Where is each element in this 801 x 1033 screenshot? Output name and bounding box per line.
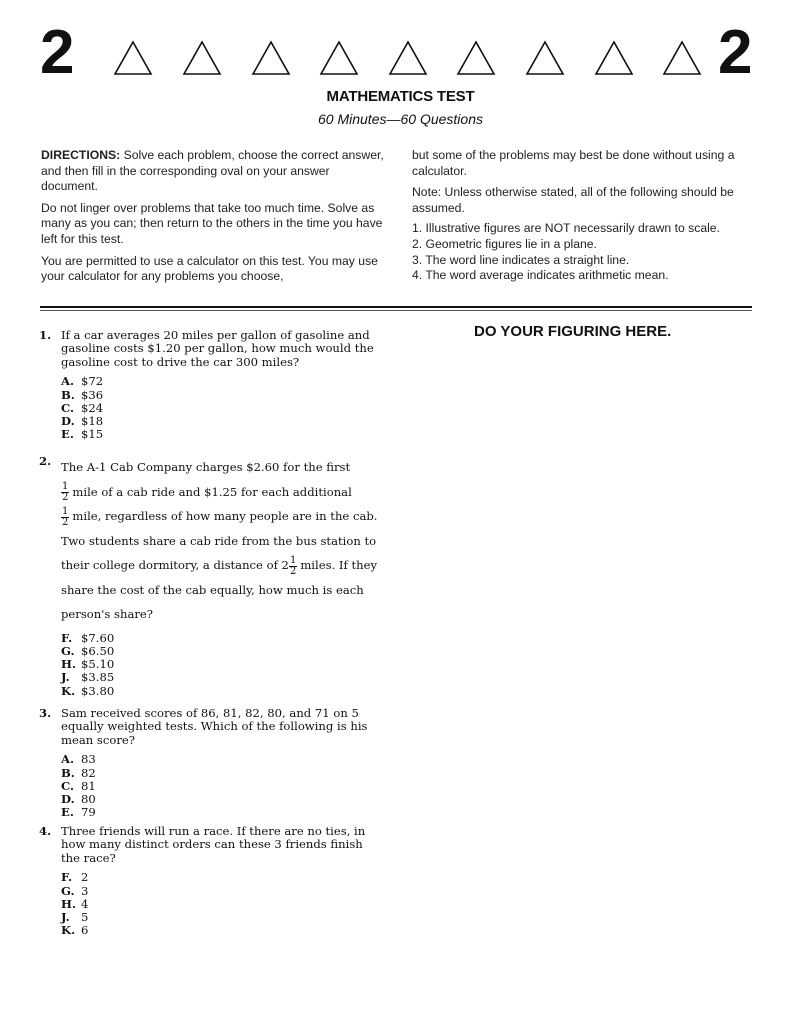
answer-option[interactable] <box>61 767 379 780</box>
option-letter: B. <box>61 387 75 402</box>
fraction-denominator: 2 <box>62 492 69 503</box>
answer-option[interactable] <box>61 402 379 415</box>
answer-option[interactable] <box>61 389 379 402</box>
option-text: $18 <box>81 414 104 429</box>
stem-text: mile, regardless of how many people are in the cab. <box>72 509 378 523</box>
triangle-icon <box>251 40 291 76</box>
directions-paragraph: You are permitted to use a calculator on this test. You may use your calculator for any problems you choose, <box>41 253 378 284</box>
answer-option[interactable] <box>61 924 379 937</box>
answer-options <box>61 375 379 441</box>
question-3 <box>39 707 379 820</box>
option-text: $72 <box>81 374 104 389</box>
answer-option[interactable] <box>61 780 379 793</box>
option-text: 81 <box>81 778 96 793</box>
answer-option[interactable] <box>61 375 379 388</box>
option-text: $3.85 <box>81 670 115 685</box>
option-letter: B. <box>61 765 75 780</box>
answer-option[interactable] <box>61 898 379 911</box>
fraction-denominator: 2 <box>62 516 69 528</box>
option-text: 5 <box>81 910 89 925</box>
option-text: 82 <box>81 765 96 780</box>
section-number-left: 2 <box>40 18 75 87</box>
triangle-icon <box>456 40 496 76</box>
triangle-icon <box>662 40 702 76</box>
option-letter: A. <box>61 752 75 767</box>
option-letter: E. <box>61 427 74 442</box>
fraction-denominator: 2 <box>289 565 297 577</box>
stem-text: mile of a cab ride and $1.25 for each additional <box>72 484 352 499</box>
option-letter: H. <box>61 657 76 672</box>
option-letter: E. <box>61 805 74 820</box>
option-letter: H. <box>61 896 76 911</box>
option-letter: A. <box>61 374 75 389</box>
option-text: 80 <box>81 792 96 807</box>
answer-options <box>61 632 379 698</box>
option-letter: J. <box>61 910 70 925</box>
directions-left-column <box>41 148 386 291</box>
directions-paragraph <box>41 148 386 195</box>
question-stem <box>61 455 379 627</box>
answer-option[interactable] <box>61 428 379 441</box>
option-text: 2 <box>81 870 89 885</box>
question-stem: Three friends will run a race. If there are no ties, in how many distinct orders can these 3 friends finish the race? <box>61 824 366 865</box>
answer-option[interactable] <box>61 632 379 645</box>
option-letter: F. <box>61 630 73 645</box>
answer-option[interactable] <box>61 753 379 766</box>
directions-right-column <box>412 148 757 284</box>
option-text: $6.50 <box>81 643 115 658</box>
option-text: 6 <box>81 923 89 938</box>
question-2 <box>39 455 379 698</box>
question-1 <box>39 329 379 442</box>
question-number: 1. <box>39 328 52 342</box>
answer-option[interactable] <box>61 885 379 898</box>
option-text: $3.80 <box>81 683 115 698</box>
directions-paragraph: Do not linger over problems that take too much time. Solve as many as you can; then return to the others in the time you have left for this test. <box>41 200 383 246</box>
triangle-icon <box>319 40 359 76</box>
option-letter: D. <box>61 414 75 429</box>
option-letter: C. <box>61 778 75 793</box>
stem-text: Two students share a cab ride from the bus station to their college dormitory, a distance of 2 <box>61 533 377 572</box>
answer-options <box>61 871 379 937</box>
question-stem: Sam received scores of 86, 81, 82, 80, and 71 on 5 equally weighted tests. Which of the following is his mean score? <box>61 706 368 747</box>
assumption-item: 3. The word line indicates a straight line. <box>412 252 630 267</box>
option-text: $7.60 <box>81 630 115 645</box>
directions-text: Solve each problem, choose the correct answer, and then fill in the corresponding oval on your answer document. <box>41 148 384 194</box>
triangle-icon <box>113 40 153 76</box>
option-text: $24 <box>81 400 104 415</box>
answer-option[interactable] <box>61 645 379 658</box>
directions-note: Note: Unless otherwise stated, all of the following should be assumed. <box>412 185 734 215</box>
option-text: 4 <box>81 896 89 911</box>
test-subtitle: 60 Minutes—60 Questions <box>318 111 483 127</box>
assumptions-list <box>412 221 757 283</box>
question-number: 3. <box>39 706 52 720</box>
figuring-area-label: DO YOUR FIGURING HERE. <box>474 323 672 340</box>
fraction-numerator: 1 <box>62 505 69 517</box>
option-text: 79 <box>81 805 96 820</box>
test-title: MATHEMATICS TEST <box>326 88 475 105</box>
answer-option[interactable] <box>61 911 379 924</box>
fraction <box>61 507 69 528</box>
option-letter: F. <box>61 870 73 885</box>
option-letter: D. <box>61 792 75 807</box>
section-number-right: 2 <box>718 18 753 87</box>
answer-options <box>61 753 379 819</box>
option-letter: C. <box>61 400 75 415</box>
assumption-item: 1. Illustrative figures are NOT necessarily drawn to scale. <box>412 221 720 236</box>
fraction <box>289 556 297 577</box>
question-number: 2. <box>39 454 52 468</box>
answer-option[interactable] <box>61 671 379 684</box>
question-number: 4. <box>39 824 52 838</box>
answer-option[interactable] <box>61 806 379 819</box>
option-letter: K. <box>61 683 76 698</box>
assumption-item: 4. The word average indicates arithmetic mean. <box>412 268 669 283</box>
directions-paragraph: but some of the problems may best be done without using a calculator. <box>412 148 735 178</box>
option-letter: K. <box>61 923 76 938</box>
answer-option[interactable] <box>61 658 379 671</box>
triangle-icon <box>182 40 222 76</box>
option-letter: G. <box>61 643 75 658</box>
option-text: $5.10 <box>81 657 115 672</box>
stem-text: miles. If they share the cost of the cab equally, how much is each person's share? <box>61 558 377 621</box>
triangle-icon <box>594 40 634 76</box>
option-text: 83 <box>81 752 96 767</box>
directions-label: DIRECTIONS: <box>41 148 121 162</box>
option-letter: G. <box>61 883 75 898</box>
answer-option[interactable] <box>61 871 379 884</box>
option-text: 3 <box>81 883 89 898</box>
fraction-numerator: 1 <box>289 554 297 566</box>
fraction-numerator: 1 <box>62 481 69 492</box>
section-divider-thin <box>40 310 752 311</box>
question-4 <box>39 825 379 938</box>
question-stem: If a car averages 20 miles per gallon of gasoline and gasoline costs $1.20 per gallon, how much would the gasoline cost to drive the car 300 miles? <box>61 328 374 369</box>
option-text: $15 <box>81 427 104 442</box>
fraction <box>61 482 69 503</box>
triangle-icon <box>388 40 428 76</box>
triangle-icon <box>525 40 565 76</box>
option-letter: J. <box>61 670 70 685</box>
answer-option[interactable] <box>61 793 379 806</box>
option-text: $36 <box>81 387 104 402</box>
answer-option[interactable] <box>61 685 379 698</box>
answer-option[interactable] <box>61 415 379 428</box>
stem-text: The A-1 Cab Company charges $2.60 for the first <box>61 460 351 474</box>
section-divider <box>40 306 752 308</box>
assumption-item: 2. Geometric figures lie in a plane. <box>412 236 597 251</box>
